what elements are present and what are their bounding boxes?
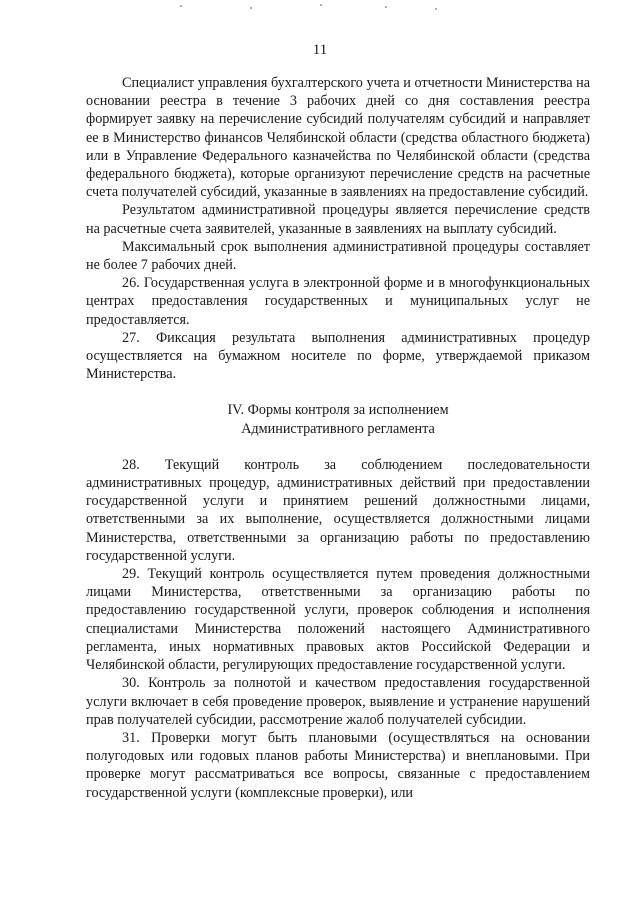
paragraph-27: 27. Фиксация результата выполнения административных процедур осуществляется на бумажном носителе по форме, утверждаемой приказом Министерства. bbox=[86, 329, 590, 383]
scan-speck bbox=[435, 8, 437, 10]
paragraph-accounting-specialist: Специалист управления бухгалтерского учета и отчетности Министерства на основании реестра в течение 3 рабочих дней со дня составления реестра формирует заявку на перечисление субсидий получателям субсидий и направляет ее в Министерство финансов Челябинской области (средства областного бюджета) или в Управление Федерального казначейства по Челябинской области (средства федерального бюджета), которые организуют перечисление средств на расчетные счета получателей субсидий, указанные в заявлениях на предоставление субсидий. bbox=[86, 75, 590, 201]
scan-speck bbox=[385, 6, 387, 8]
paragraph-max-duration: Максимальный срок выполнения административной процедуры составляет не более 7 рабочих дней. bbox=[86, 238, 590, 274]
paragraph-31: 31. Проверки могут быть плановыми (осуществляться на основании полугодовых или годовых планов работы Министерства) и внеплановыми. При проверке могут рассматриваться все вопросы, связанные с предоставлением государственной услуги (комплексные проверки), или bbox=[86, 729, 590, 801]
section-heading-line1: IV. Формы контроля за исполнением bbox=[227, 402, 449, 419]
page-number: 11 bbox=[312, 42, 328, 58]
scan-speck bbox=[320, 4, 322, 6]
paragraph-30: 30. Контроль за полнотой и качеством предоставления государственной услуги включает в себя проведение проверок, выявление и устранение нарушений прав получателей субсидии, рассмотрение жалоб получателей субсидии. bbox=[86, 675, 590, 728]
scan-artifacts bbox=[180, 4, 440, 10]
document-body bbox=[86, 74, 590, 802]
section-heading bbox=[86, 401, 590, 437]
scan-speck bbox=[250, 7, 252, 9]
scan-speck bbox=[180, 5, 182, 7]
paragraph-26: 26. Государственная услуга в электронной форме и в многофункциональных центрах предоставления государственных и муниципальных услуг не предоставляется. bbox=[86, 275, 590, 328]
paragraph-procedure-result: Результатом административной процедуры является перечисление средств на расчетные счета заявителей, указанные в заявлениях на выплату субсидий. bbox=[86, 202, 590, 237]
paragraph-28: 28. Текущий контроль за соблюдением последовательности административных процедур, административных действий при предоставлении государственной услуги и принятием решений должностными лицами, ответственными за их выполнение, осуществляется должностными лицами Министерства, ответственными за организацию работы по предоставлению государственной услуги. bbox=[86, 456, 590, 564]
section-heading-line2: Административного регламента bbox=[241, 420, 435, 437]
paragraph-29: 29. Текущий контроль осуществляется путем проведения должностными лицами Министерства, ответственными за организацию работы по предоставлению государственной услуги, проверок соблюдения и исполнения специалистами Министерства положений настоящего Административного регламента, иных нормативных правовых актов Российской Федерации и Челябинской области, регулирующих предоставление государственной услуги. bbox=[86, 566, 590, 674]
